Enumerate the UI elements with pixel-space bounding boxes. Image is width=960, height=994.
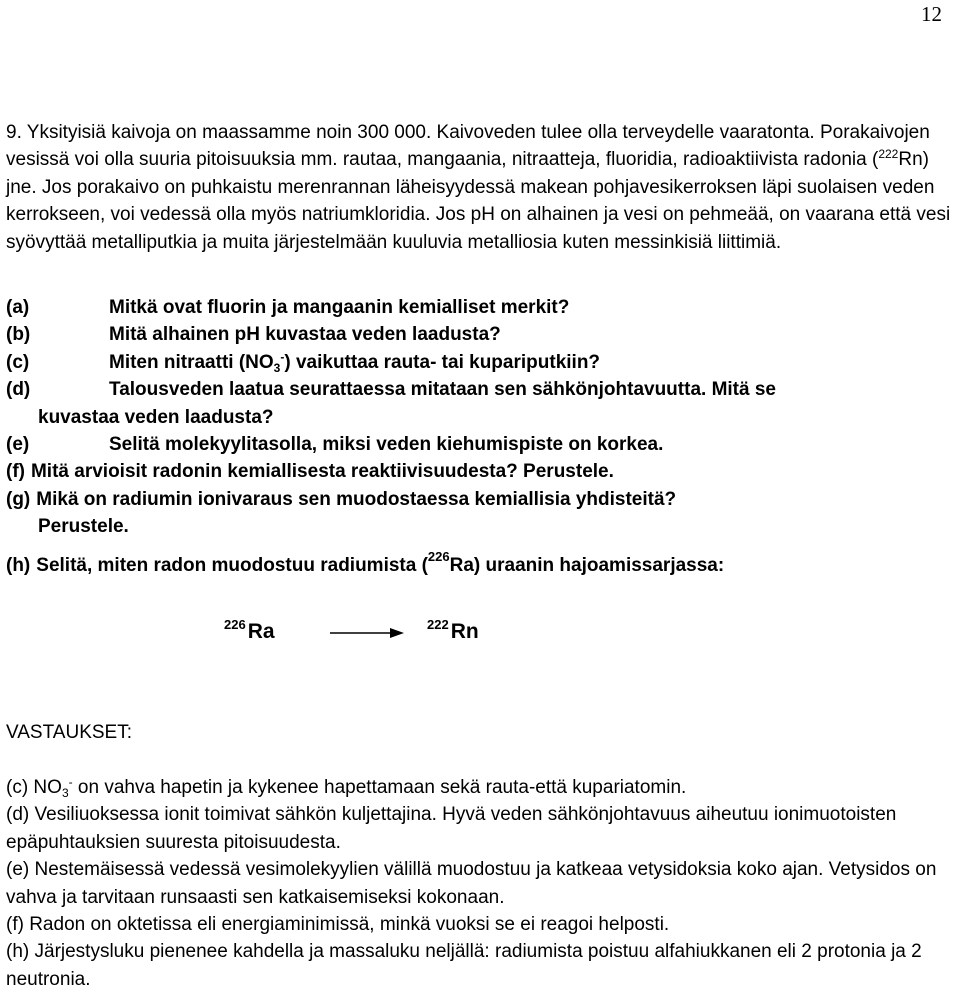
decay-reaction — [0, 617, 960, 660]
question-h — [6, 548, 956, 579]
question-text: Mitkä ovat fluorin ja mangaanin kemialliset merkit? — [109, 297, 570, 318]
question-f — [6, 458, 956, 485]
question-e — [6, 431, 956, 458]
question-text: kuvastaa veden laadusta? — [38, 406, 274, 428]
question-text-end: Ra) uraanin hajoamissarjassa: — [449, 554, 725, 576]
question-text: Talousveden laatua seurattaessa mitataan sen sähkönjohtavuutta. Mitä se — [109, 379, 776, 401]
answer-text: (c) NO — [6, 777, 62, 798]
answers-section — [6, 774, 956, 993]
intro-text-part-1: 9. Yksityisiä kaivoja on maassamme noin 300 000. Kaivoveden tulee olla terveydelle vaaratonta. Porakaivojen vesissä voi olla suuria pitoisuuksia mm. rautaa, mangaania, nitraatteja, fluoridia, radioaktiivista radonia ( — [6, 122, 930, 171]
question-text: Perustele. — [38, 516, 129, 538]
answers-heading: VASTAUKSET: — [6, 722, 132, 743]
question-text-end: ) vaikuttaa rauta- tai kupariputkiin? — [284, 351, 601, 373]
answer-d: (d) Vesiliuoksessa ionit toimivat sähkön kuljettajina. Hyvä veden sähkönjohtavuus aiheutuu ionimuotoisten epäpuhtauksien suuresta pitoisuudesta. — [6, 804, 897, 853]
question-label: (f) — [6, 461, 25, 483]
question-text: Mitä arvioisit radonin kemiallisesta reaktiivisuudesta? Perustele. — [30, 461, 614, 483]
question-a — [6, 294, 956, 321]
answer-text-end: on vahva hapetin ja kykenee hapettamaan sekä rauta-että kupariatomin. — [72, 777, 687, 798]
intro-paragraph — [6, 119, 951, 256]
intro-text-part-2: Rn) jne. Jos porakaivo on puhkaistu merenrannan läheisyydessä makean pohjavesikerroksen läpi suolaisen veden kerrokseen, voi vedessä olla myös natriumkloridia. Jos pH on alhainen ja vesi on pehmeää, on vaarana että vesi syövyttää metalliputkia ja muita järjestelmään kuuluvia metalliosia kuten messinkisiä liittimiä. — [6, 149, 951, 253]
nitrate-charge: - — [68, 775, 73, 789]
question-text: Mikä on radiumin ionivaraus sen muodostaessa kemiallisia yhdisteitä? — [36, 488, 677, 510]
answer-e: (e) Nestemäisessä vedessä vesimolekyylien välillä muodostuu ja katkeaa vetysidoksia koko ajan. Vetysidos on vahva ja tarvitaan runsaasti sen katkaisemiseksi kokonaan. — [6, 859, 937, 908]
question-label: (d) — [6, 379, 31, 401]
radium-mass-number: 226 — [427, 548, 450, 564]
product-mass-number: 222 — [427, 617, 449, 632]
nitrate-subscript: 3 — [273, 360, 281, 375]
reactant-mass-number: 226 — [224, 617, 246, 632]
nitrate-subscript: 3 — [61, 786, 69, 800]
answer-h: (h) Järjestysluku pienenee kahdella ja massaluku neljällä: radiumista poistuu alfahiukkanen eli 2 protonia ja 2 neutronia. — [6, 941, 922, 990]
reactant-symbol: Ra — [247, 620, 275, 643]
question-d-continuation — [6, 404, 956, 431]
right-arrow-icon — [330, 626, 404, 640]
product-nuclide — [427, 617, 479, 644]
question-label: (g) — [6, 488, 31, 510]
question-text: Selitä, miten radon muodostuu radiumista ( — [36, 554, 428, 576]
reactant-nuclide — [224, 617, 275, 644]
page-number: 12 — [921, 2, 942, 26]
question-c — [6, 349, 956, 376]
question-list — [6, 294, 956, 579]
question-label: (c) — [6, 351, 30, 373]
question-label: (h) — [6, 554, 31, 576]
nitrate-charge: - — [280, 349, 285, 364]
question-g — [6, 486, 956, 513]
answer-c — [6, 774, 956, 801]
question-g-continuation — [6, 513, 956, 540]
answer-f: (f) Radon on oktetissa eli energiaminimissä, minkä vuoksi se ei reagoi helposti. — [6, 914, 670, 936]
question-text: Mitä alhainen pH kuvastaa veden laadusta? — [109, 324, 501, 346]
question-label: (e) — [6, 434, 30, 456]
question-d — [6, 376, 956, 403]
question-b — [6, 321, 956, 348]
product-symbol: Rn — [450, 620, 479, 643]
radon-isotope-mass: 222 — [878, 147, 899, 162]
question-text: Selitä molekyylitasolla, miksi veden kiehumispiste on korkea. — [109, 434, 664, 456]
question-text: Miten nitraatti (NO — [109, 351, 274, 373]
question-label: (b) — [6, 324, 31, 346]
question-label: (a) — [6, 297, 30, 318]
